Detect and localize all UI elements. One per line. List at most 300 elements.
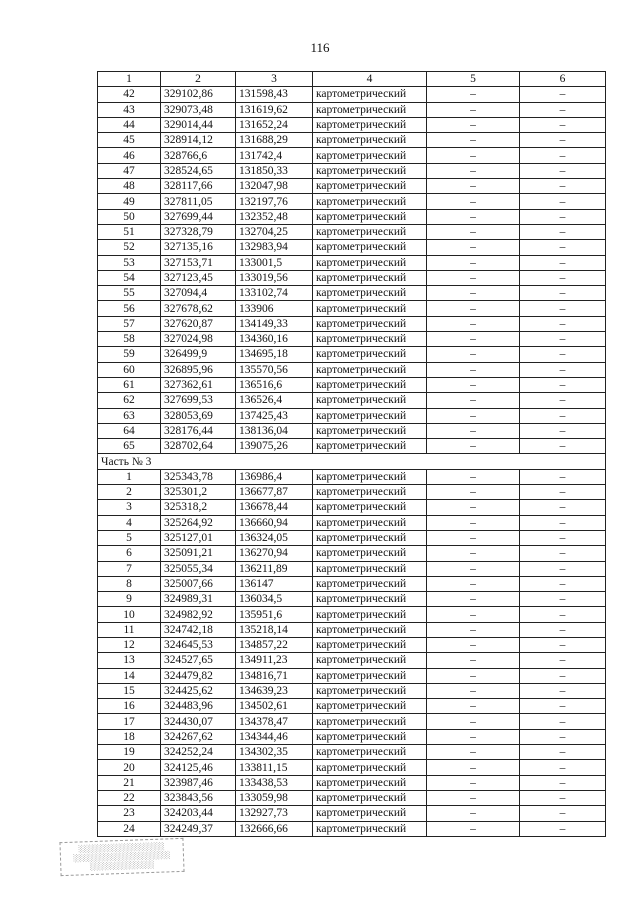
x-coordinate-cell: 327362,61 [161,377,236,392]
y-coordinate-cell: 137425,43 [236,408,313,423]
method-cell: картометрический [313,347,427,362]
column-5-cell: – [427,683,520,698]
column-6-cell: – [520,408,606,423]
column-6-cell: – [520,179,606,194]
x-coordinate-cell: 327094,4 [161,286,236,301]
column-6-cell: – [520,806,606,821]
method-cell: картометрический [313,561,427,576]
x-coordinate-cell: 324479,82 [161,668,236,683]
table-row [98,576,606,591]
table-row [98,209,606,224]
point-number-cell: 63 [98,408,161,423]
column-5-cell: – [427,760,520,775]
table-row [98,821,606,836]
y-coordinate-cell: 131850,33 [236,163,313,178]
x-coordinate-cell: 329102,86 [161,87,236,102]
x-coordinate-cell: 325318,2 [161,500,236,515]
x-coordinate-cell: 328117,66 [161,179,236,194]
column-5-cell: – [427,745,520,760]
column-5-cell: – [427,821,520,836]
column-5-cell: – [427,592,520,607]
column-6-cell: – [520,301,606,316]
method-cell: картометрический [313,224,427,239]
y-coordinate-cell: 136526,4 [236,393,313,408]
point-number-cell: 51 [98,224,161,239]
column-header: 4 [313,72,427,87]
column-5-cell: – [427,209,520,224]
column-6-cell: – [520,500,606,515]
column-6-cell: – [520,683,606,698]
method-cell: картометрический [313,500,427,515]
column-5-cell: – [427,668,520,683]
point-number-cell: 11 [98,622,161,637]
x-coordinate-cell: 323987,46 [161,775,236,790]
method-cell: картометрический [313,637,427,652]
official-stamp: ░░░░░░░░░░░░░░░░ ░░░░░░░░░░░░░░░░░░ ░░░░░░░░░░░░ [59,838,184,876]
method-cell: картометрический [313,607,427,622]
table-row [98,87,606,102]
y-coordinate-cell: 138136,04 [236,423,313,438]
method-cell: картометрический [313,729,427,744]
column-5-cell: – [427,347,520,362]
column-5-cell: – [427,729,520,744]
table-row [98,469,606,484]
column-6-cell: – [520,561,606,576]
point-number-cell: 43 [98,102,161,117]
x-coordinate-cell: 327620,87 [161,316,236,331]
column-5-cell: – [427,332,520,347]
column-5-cell: – [427,576,520,591]
y-coordinate-cell: 133001,5 [236,255,313,270]
column-5-cell: – [427,408,520,423]
x-coordinate-cell: 324430,07 [161,714,236,729]
table-row [98,332,606,347]
y-coordinate-cell: 136516,6 [236,377,313,392]
table-row [98,699,606,714]
x-coordinate-cell: 327811,05 [161,194,236,209]
column-6-cell: – [520,592,606,607]
x-coordinate-cell: 324645,53 [161,637,236,652]
rows-after-section [98,469,606,836]
column-5-cell: – [427,133,520,148]
column-6-cell: – [520,362,606,377]
x-coordinate-cell: 326895,96 [161,362,236,377]
column-5-cell: – [427,622,520,637]
y-coordinate-cell: 131688,29 [236,133,313,148]
x-coordinate-cell: 324203,44 [161,806,236,821]
table-row [98,224,606,239]
column-6-cell: – [520,699,606,714]
method-cell: картометрический [313,714,427,729]
header-row [98,72,606,87]
table-row [98,790,606,805]
point-number-cell: 48 [98,179,161,194]
column-5-cell: – [427,163,520,178]
x-coordinate-cell: 327328,79 [161,224,236,239]
x-coordinate-cell: 325264,92 [161,515,236,530]
method-cell: картометрический [313,194,427,209]
y-coordinate-cell: 136324,05 [236,530,313,545]
point-number-cell: 21 [98,775,161,790]
y-coordinate-cell: 136678,44 [236,500,313,515]
method-cell: картометрический [313,439,427,454]
column-header: 3 [236,72,313,87]
x-coordinate-cell: 329014,44 [161,117,236,132]
x-coordinate-cell: 325007,66 [161,576,236,591]
point-number-cell: 18 [98,729,161,744]
column-5-cell: – [427,87,520,102]
point-number-cell: 54 [98,270,161,285]
y-coordinate-cell: 133059,98 [236,790,313,805]
table-row [98,377,606,392]
column-6-cell: – [520,194,606,209]
table-row [98,347,606,362]
method-cell: картометрический [313,255,427,270]
column-6-cell: – [520,622,606,637]
x-coordinate-cell: 327153,71 [161,255,236,270]
table-row [98,760,606,775]
y-coordinate-cell: 136677,87 [236,485,313,500]
y-coordinate-cell: 131652,24 [236,117,313,132]
point-number-cell: 16 [98,699,161,714]
method-cell: картометрический [313,133,427,148]
column-5-cell: – [427,301,520,316]
y-coordinate-cell: 134816,71 [236,668,313,683]
column-5-cell: – [427,500,520,515]
method-cell: картометрический [313,760,427,775]
column-header: 5 [427,72,520,87]
column-5-cell: – [427,469,520,484]
table-row [98,439,606,454]
x-coordinate-cell: 324742,18 [161,622,236,637]
section-label: Часть № 3 [98,454,606,469]
x-coordinate-cell: 325127,01 [161,530,236,545]
y-coordinate-cell: 131598,43 [236,87,313,102]
method-cell: картометрический [313,393,427,408]
x-coordinate-cell: 329073,48 [161,102,236,117]
point-number-cell: 4 [98,515,161,530]
table-row [98,286,606,301]
point-number-cell: 14 [98,668,161,683]
method-cell: картометрический [313,530,427,545]
column-5-cell: – [427,439,520,454]
y-coordinate-cell: 134911,23 [236,653,313,668]
column-6-cell: – [520,209,606,224]
column-5-cell: – [427,637,520,652]
column-5-cell: – [427,546,520,561]
column-5-cell: – [427,515,520,530]
point-number-cell: 58 [98,332,161,347]
point-number-cell: 64 [98,423,161,438]
coordinates-table [97,71,606,837]
column-5-cell: – [427,224,520,239]
y-coordinate-cell: 133811,15 [236,760,313,775]
method-cell: картометрический [313,546,427,561]
x-coordinate-cell: 328176,44 [161,423,236,438]
point-number-cell: 12 [98,637,161,652]
point-number-cell: 19 [98,745,161,760]
x-coordinate-cell: 324527,65 [161,653,236,668]
x-coordinate-cell: 324252,24 [161,745,236,760]
column-5-cell: – [427,377,520,392]
table-row [98,117,606,132]
rows-before-section [98,87,606,454]
table-row [98,530,606,545]
y-coordinate-cell: 132704,25 [236,224,313,239]
column-5-cell: – [427,270,520,285]
y-coordinate-cell: 134360,16 [236,332,313,347]
table-row [98,485,606,500]
x-coordinate-cell: 324989,31 [161,592,236,607]
y-coordinate-cell: 133906 [236,301,313,316]
y-coordinate-cell: 134302,35 [236,745,313,760]
column-5-cell: – [427,806,520,821]
x-coordinate-cell: 325091,21 [161,546,236,561]
y-coordinate-cell: 134502,61 [236,699,313,714]
y-coordinate-cell: 133019,56 [236,270,313,285]
table-row [98,163,606,178]
method-cell: картометрический [313,408,427,423]
column-6-cell: – [520,546,606,561]
point-number-cell: 56 [98,301,161,316]
column-5-cell: – [427,102,520,117]
point-number-cell: 13 [98,653,161,668]
y-coordinate-cell: 132983,94 [236,240,313,255]
column-5-cell: – [427,179,520,194]
x-coordinate-cell: 328702,64 [161,439,236,454]
method-cell: картометрический [313,745,427,760]
point-number-cell: 42 [98,87,161,102]
column-header: 6 [520,72,606,87]
column-6-cell: – [520,637,606,652]
method-cell: картометрический [313,699,427,714]
table-row [98,423,606,438]
table-row [98,194,606,209]
x-coordinate-cell: 327135,16 [161,240,236,255]
x-coordinate-cell: 327699,44 [161,209,236,224]
column-5-cell: – [427,117,520,132]
y-coordinate-cell: 136034,5 [236,592,313,607]
point-number-cell: 17 [98,714,161,729]
y-coordinate-cell: 136147 [236,576,313,591]
method-cell: картометрический [313,775,427,790]
point-number-cell: 22 [98,790,161,805]
table-row [98,729,606,744]
column-6-cell: – [520,668,606,683]
point-number-cell: 44 [98,117,161,132]
column-5-cell: – [427,362,520,377]
method-cell: картометрический [313,270,427,285]
point-number-cell: 15 [98,683,161,698]
column-6-cell: – [520,117,606,132]
column-6-cell: – [520,790,606,805]
column-6-cell: – [520,653,606,668]
y-coordinate-cell: 136986,4 [236,469,313,484]
method-cell: картометрический [313,240,427,255]
y-coordinate-cell: 135218,14 [236,622,313,637]
table-row [98,653,606,668]
x-coordinate-cell: 327678,62 [161,301,236,316]
column-6-cell: – [520,133,606,148]
method-cell: картометрический [313,148,427,163]
method-cell: картометрический [313,485,427,500]
method-cell: картометрический [313,87,427,102]
point-number-cell: 1 [98,469,161,484]
x-coordinate-cell: 326499,9 [161,347,236,362]
y-coordinate-cell: 136211,89 [236,561,313,576]
point-number-cell: 49 [98,194,161,209]
point-number-cell: 45 [98,133,161,148]
table-row [98,500,606,515]
y-coordinate-cell: 132666,66 [236,821,313,836]
y-coordinate-cell: 136660,94 [236,515,313,530]
table-row [98,270,606,285]
table-row [98,301,606,316]
method-cell: картометрический [313,592,427,607]
column-5-cell: – [427,423,520,438]
table-row [98,515,606,530]
x-coordinate-cell: 323843,56 [161,790,236,805]
table-row [98,745,606,760]
table-row [98,362,606,377]
point-number-cell: 7 [98,561,161,576]
column-6-cell: – [520,316,606,331]
method-cell: картометрический [313,515,427,530]
x-coordinate-cell: 325343,78 [161,469,236,484]
column-5-cell: – [427,255,520,270]
point-number-cell: 57 [98,316,161,331]
x-coordinate-cell: 324425,62 [161,683,236,698]
column-6-cell: – [520,439,606,454]
table-row [98,240,606,255]
table-row [98,714,606,729]
point-number-cell: 3 [98,500,161,515]
column-6-cell: – [520,332,606,347]
column-5-cell: – [427,653,520,668]
column-6-cell: – [520,515,606,530]
table-row [98,148,606,163]
table-row [98,607,606,622]
y-coordinate-cell: 132047,98 [236,179,313,194]
column-6-cell: – [520,393,606,408]
column-6-cell: – [520,102,606,117]
y-coordinate-cell: 135951,6 [236,607,313,622]
method-cell: картометрический [313,102,427,117]
column-5-cell: – [427,714,520,729]
column-5-cell: – [427,286,520,301]
point-number-cell: 60 [98,362,161,377]
column-header: 1 [98,72,161,87]
table-row [98,683,606,698]
y-coordinate-cell: 134344,46 [236,729,313,744]
column-6-cell: – [520,163,606,178]
method-cell: картометрический [313,423,427,438]
column-5-cell: – [427,607,520,622]
method-cell: картометрический [313,821,427,836]
column-5-cell: – [427,240,520,255]
method-cell: картометрический [313,209,427,224]
section-row [98,454,606,469]
column-6-cell: – [520,377,606,392]
point-number-cell: 24 [98,821,161,836]
x-coordinate-cell: 325055,34 [161,561,236,576]
table-row [98,393,606,408]
table-row [98,408,606,423]
y-coordinate-cell: 131619,62 [236,102,313,117]
table-row [98,592,606,607]
point-number-cell: 50 [98,209,161,224]
y-coordinate-cell: 132197,76 [236,194,313,209]
point-number-cell: 61 [98,377,161,392]
method-cell: картометрический [313,286,427,301]
x-coordinate-cell: 327123,45 [161,270,236,285]
table-row [98,179,606,194]
point-number-cell: 9 [98,592,161,607]
method-cell: картометрический [313,332,427,347]
y-coordinate-cell: 132927,73 [236,806,313,821]
column-6-cell: – [520,714,606,729]
x-coordinate-cell: 325301,2 [161,485,236,500]
point-number-cell: 23 [98,806,161,821]
column-6-cell: – [520,224,606,239]
table-row [98,637,606,652]
point-number-cell: 55 [98,286,161,301]
point-number-cell: 47 [98,163,161,178]
x-coordinate-cell: 324249,37 [161,821,236,836]
point-number-cell: 59 [98,347,161,362]
y-coordinate-cell: 132352,48 [236,209,313,224]
table-row [98,622,606,637]
method-cell: картометрический [313,622,427,637]
column-6-cell: – [520,729,606,744]
column-6-cell: – [520,347,606,362]
table-row [98,102,606,117]
x-coordinate-cell: 328766,6 [161,148,236,163]
table-row [98,775,606,790]
column-5-cell: – [427,699,520,714]
column-5-cell: – [427,530,520,545]
column-6-cell: – [520,576,606,591]
column-6-cell: – [520,821,606,836]
table-row [98,316,606,331]
y-coordinate-cell: 131742,4 [236,148,313,163]
point-number-cell: 46 [98,148,161,163]
method-cell: картометрический [313,653,427,668]
x-coordinate-cell: 327024,98 [161,332,236,347]
point-number-cell: 20 [98,760,161,775]
column-6-cell: – [520,148,606,163]
method-cell: картометрический [313,668,427,683]
column-5-cell: – [427,393,520,408]
column-5-cell: – [427,561,520,576]
method-cell: картометрический [313,469,427,484]
column-6-cell: – [520,775,606,790]
x-coordinate-cell: 324125,46 [161,760,236,775]
method-cell: картометрический [313,806,427,821]
column-6-cell: – [520,760,606,775]
point-number-cell: 65 [98,439,161,454]
y-coordinate-cell: 134857,22 [236,637,313,652]
method-cell: картометрический [313,576,427,591]
column-6-cell: – [520,286,606,301]
page-number: 116 [310,40,330,55]
y-coordinate-cell: 136270,94 [236,546,313,561]
y-coordinate-cell: 134149,33 [236,316,313,331]
point-number-cell: 10 [98,607,161,622]
x-coordinate-cell: 328914,12 [161,133,236,148]
y-coordinate-cell: 133438,53 [236,775,313,790]
y-coordinate-cell: 133102,74 [236,286,313,301]
